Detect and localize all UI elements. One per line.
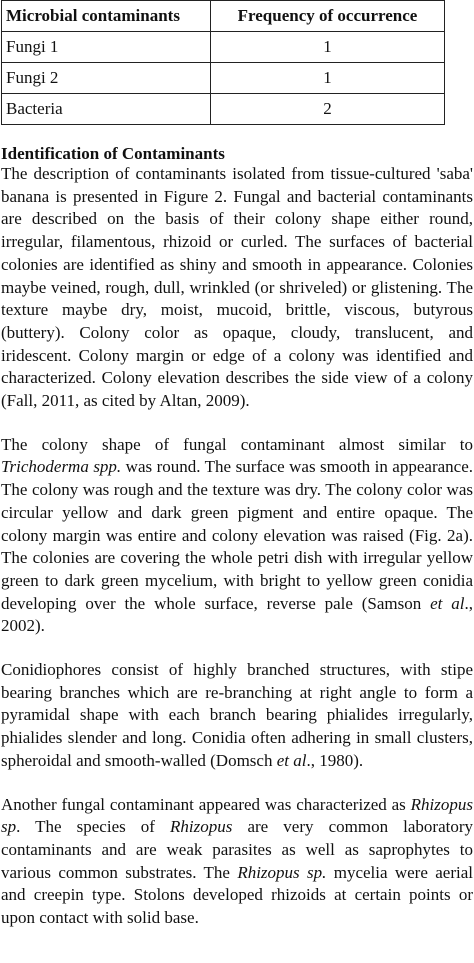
- table-cell: Bacteria: [2, 94, 211, 125]
- italic-run: Rhizopus: [170, 817, 233, 837]
- table-cell: Fungi 1: [2, 32, 211, 63]
- paragraph-fungal-colony: [1, 434, 473, 638]
- paragraph-description: The description of contaminants isolated from tissue-cultured 'saba' banana is presented in Figure 2. Fungal and bacterial contaminants are described on the basis of their colony shape either round, irregular, filamentous, rhizoid or curled. The surfaces of bacterial colonies are identified as shiny and smooth in appearance. Colonies maybe veined, rough, dull, wrinkled (or shriveled) or glistening. The texture maybe dry, moist, mucoid, brittle, viscous, butyrous (buttery). Colony color as opaque, cloudy, translucent, and iridescent. Colony margin or edge of a colony was identified and characterized. Colony elevation describes the side view of a colony (Fall, 2011, as cited by Altan, 2009).: [1, 164, 473, 411]
- text-run: ., 2002).: [1, 593, 473, 636]
- section-heading: Identification of Contaminants: [1, 144, 225, 163]
- table-header-row: [2, 1, 445, 32]
- table-row: [2, 32, 445, 63]
- italic-run: et al: [276, 750, 307, 770]
- paragraph-conidiophores: [1, 659, 473, 773]
- italic-run: Rhizopus sp: [1, 794, 473, 837]
- text-run: Conidiophores consist of highly branched structures, with stipe bearing branches which are re-branching at right angle to form a pyramidal shape with each branch bearing phialides irregularly, phialides slender and long. Conidia often adhering in small clusters, spheroidal and smooth-walled (Domsch: [1, 660, 473, 770]
- text-run: mycelia were aerial and creepin type. Stolons developed rhizoids at certain points or upon contact with solid base.: [1, 862, 473, 928]
- table-cell: Fungi 2: [2, 63, 211, 94]
- text-run: was round. The surface was smooth in appearance. The colony was rough and the texture was dry. The colony color was circular yellow and dark green pigment and entire opaque. The colony margin was entire and colony elevation was raised (Fig. 2a). The colonies are covering the whole petri dish with irregular yellow green to dark green mycelium, with bright to yellow green conidia developing over the whole surface, reverse pale (Samson: [1, 457, 473, 613]
- italic-run: Rhizopus sp.: [237, 862, 327, 882]
- text-run: ., 1980).: [306, 750, 364, 770]
- text-run: are very common laboratory contaminants and are weak parasites as well as saprophytes to various common substrates. The: [1, 817, 473, 882]
- table-cell: 1: [211, 32, 445, 63]
- text-run: . The species of: [16, 817, 171, 837]
- text-run: Another fungal contaminant appeared was characterized as: [1, 794, 411, 814]
- table-cell: 1: [211, 63, 445, 94]
- column-header: Microbial contaminants: [2, 1, 211, 32]
- text-run: The colony shape of fungal contaminant almost similar to: [1, 434, 473, 454]
- italic-run: et al: [430, 593, 465, 613]
- table-row: [2, 94, 445, 125]
- contaminant-frequency-table: [1, 0, 445, 125]
- paragraph-rhizopus: [1, 794, 473, 930]
- table-row: [2, 63, 445, 94]
- column-header: Frequency of occurrence: [211, 1, 445, 32]
- italic-run: Trichoderma spp.: [1, 457, 122, 477]
- table-cell: 2: [211, 94, 445, 125]
